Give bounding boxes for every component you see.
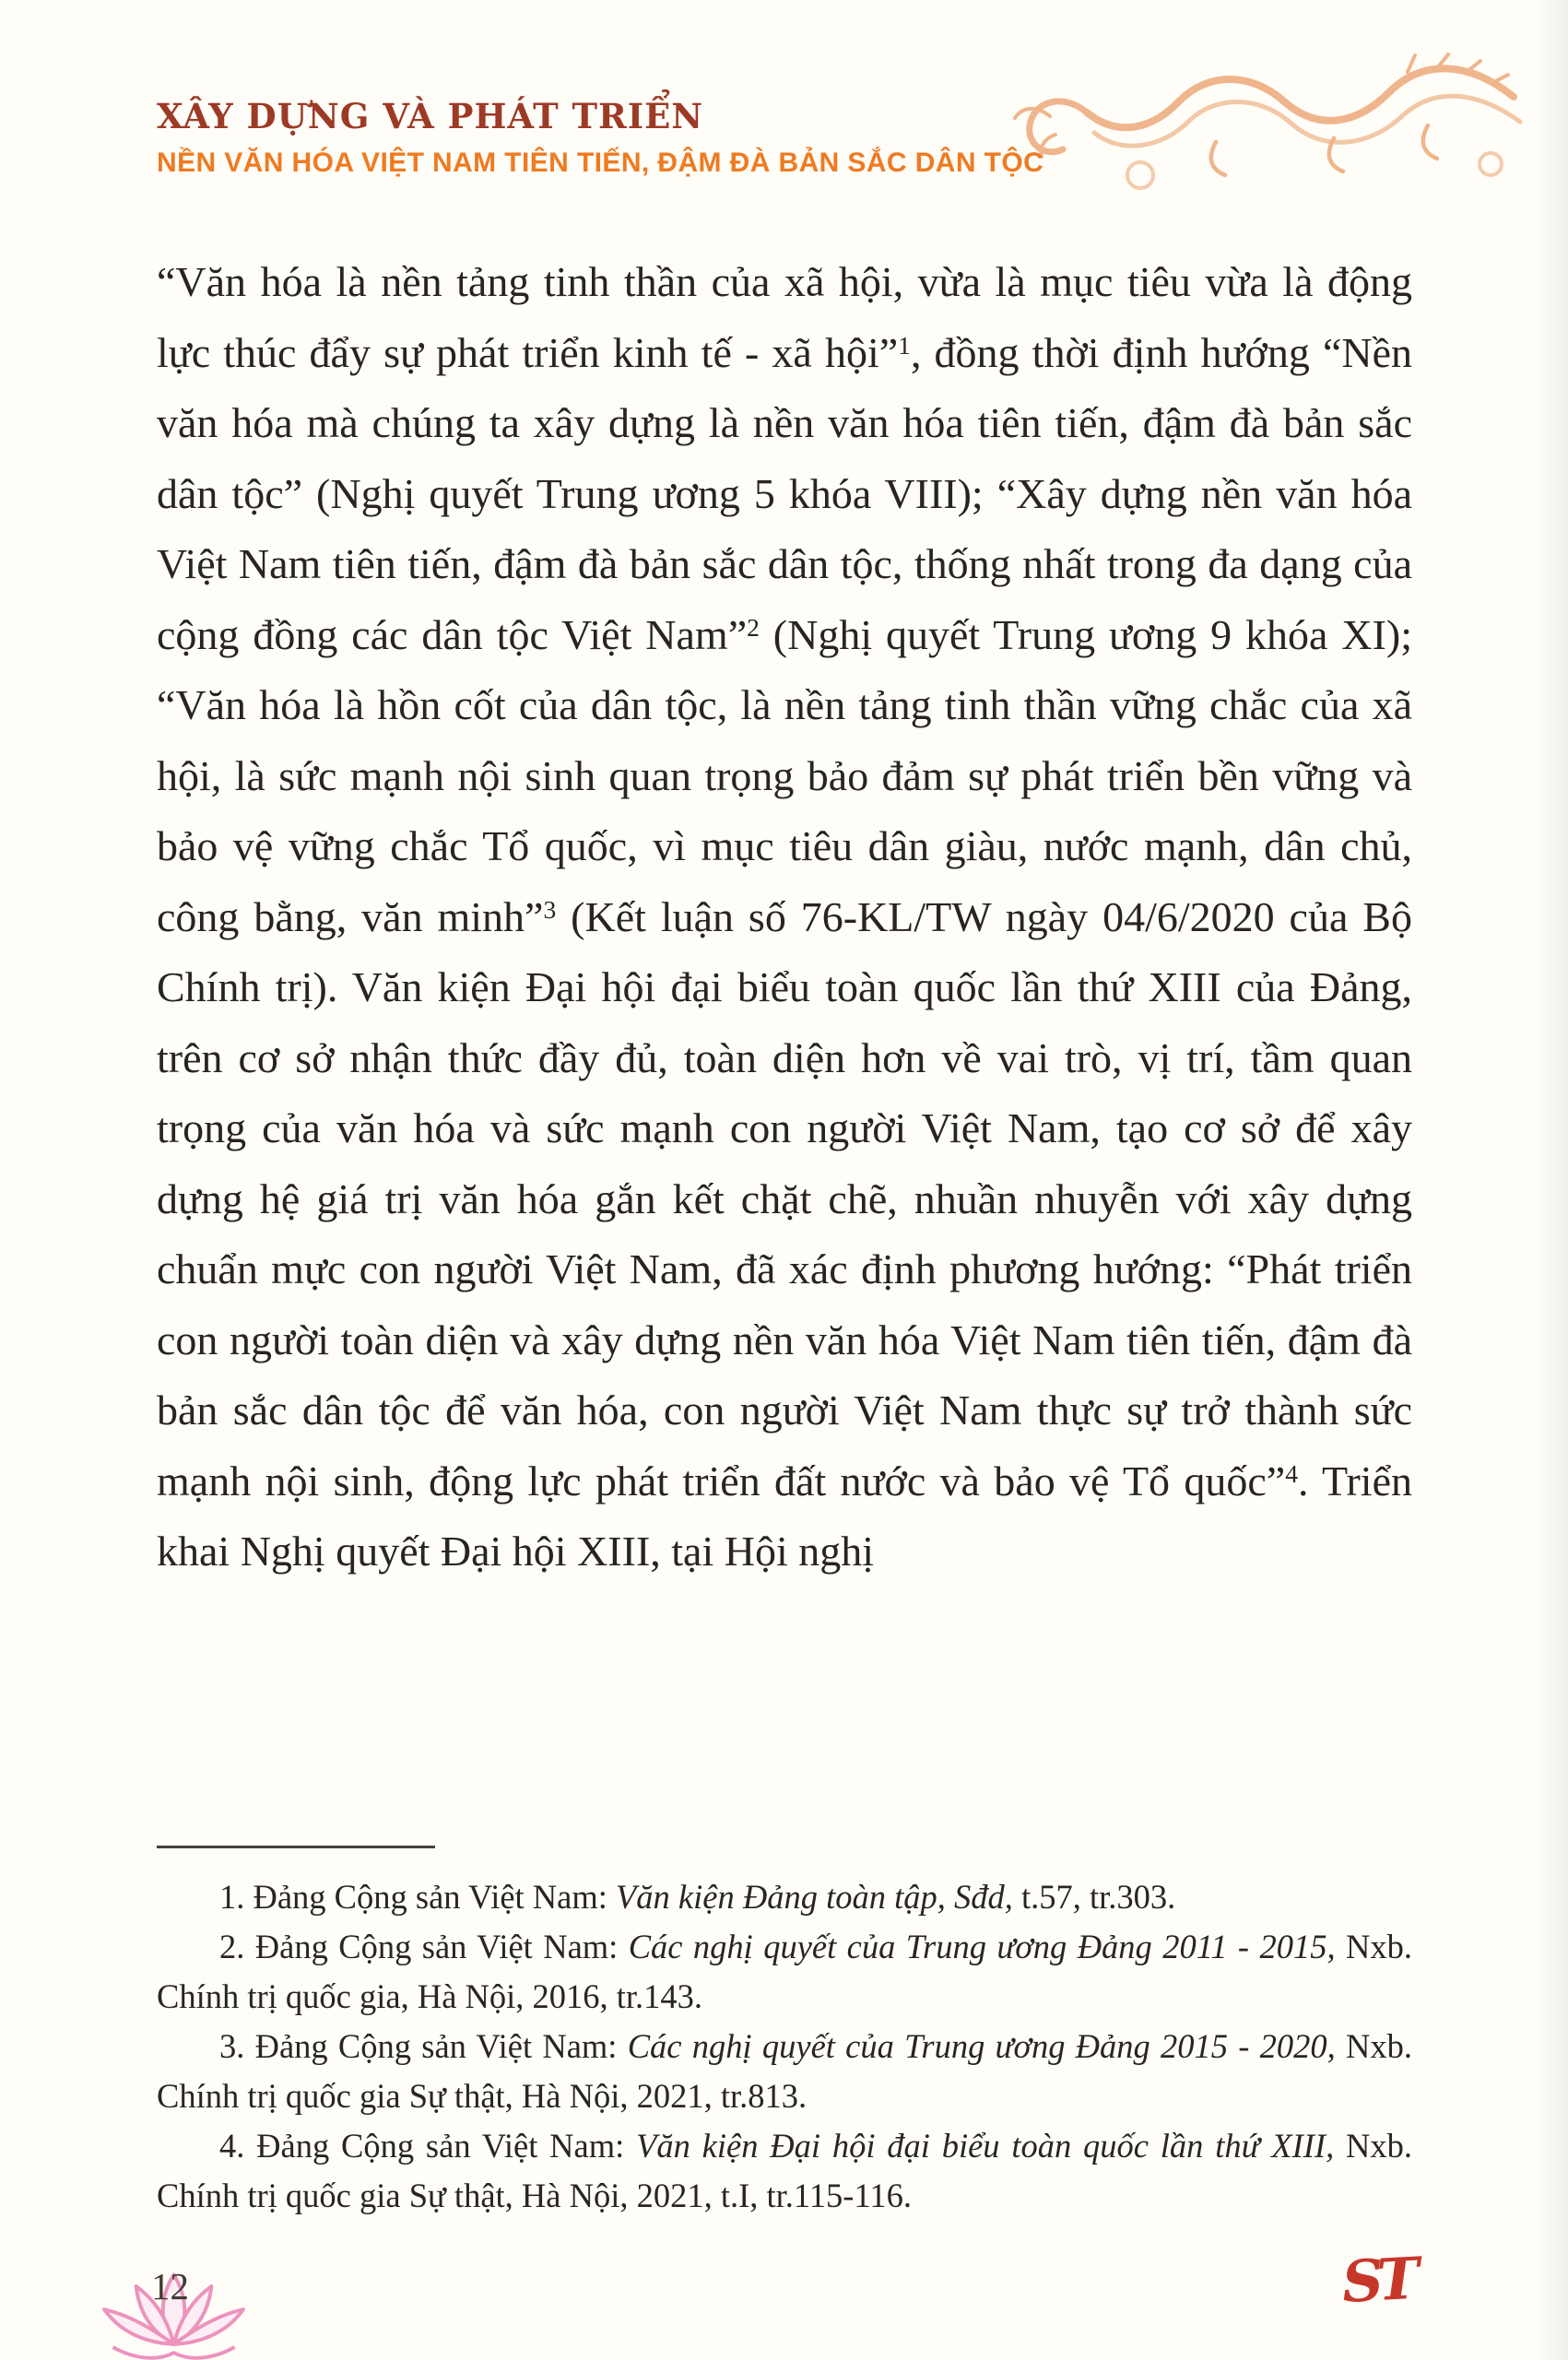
footnote-divider xyxy=(157,1846,435,1848)
page-header xyxy=(157,96,1043,179)
footnote-1: 1. Đảng Cộng sản Việt Nam: Văn kiện Đảng toàn tập, Sđd, t.57, tr.303. xyxy=(219,1878,1176,1916)
footnotes-section xyxy=(157,1846,1412,2221)
publisher-logo-st: ST xyxy=(1340,2245,1415,2316)
footnote-4: 4. Đảng Cộng sản Việt Nam: Văn kiện Đại hội đại biểu toàn quốc lần thứ XIII, Nxb. Chính trị quốc gia Sự thật, Hà Nội, 2021, t.I, tr.115-116. xyxy=(157,2127,1413,2214)
footnote-2: 2. Đảng Cộng sản Việt Nam: Các nghị quyết của Trung ương Đảng 2011 - 2015, Nxb. Chính trị quốc gia, Hà Nội, 2016, tr.143. xyxy=(157,1928,1412,2015)
book-title-line1: XÂY DỰNG VÀ PHÁT TRIỂN xyxy=(157,96,704,136)
dragon-ornament-icon xyxy=(1011,46,1527,226)
footer-left xyxy=(79,2240,291,2360)
body-paragraph: “Văn hóa là nền tảng tinh thần của xã hội, vừa là mục tiêu vừa là động lực thúc đẩy sự phát triển kinh tế - xã hội”$^1$, đồng thời định hướng “Nền văn hóa mà chúng ta xây dựng là nền văn hóa tiên tiến, đậm đà bản sắc dân tộc” (Nghị quyết Trung ương 5 khóa VIII); “Xây dựng nền văn hóa Việt Nam tiên tiến, đậm đà bản sắc dân tộc, thống nhất trong đa dạng của cộng đồng các dân tộc Việt Nam”$^2$ (Nghị quyết Trung ương 9 khóa XI); “Văn hóa là hồn cốt của dân tộc, là nền tảng tinh thần vững chắc của xã hội, là sức mạnh nội sinh quan trọng bảo đảm sự phát triển bền vững và bảo vệ vững chắc Tổ quốc, vì mục tiêu dân giàu, nước mạnh, dân chủ, công bằng, văn minh”$^3$ (Kết luận số 76-KL/TW ngày 04/6/2020 của Bộ Chính trị). Văn kiện Đại hội đại biểu toàn quốc lần thứ XIII của Đảng, trên cơ sở nhận thức đầy đủ, toàn diện hơn về vai trò, vị trí, tầm quan trọng của văn hóa và sức mạnh con người Việt Nam, tạo cơ sở để xây dựng hệ giá trị văn hóa gắn kết chặt chẽ, nhuần nhuyễn với xây dựng chuẩn mực con người Việt Nam, đã xác định phương hướng: “Phát triển con người toàn diện và xây dựng nền văn hóa Việt Nam tiên tiến, đậm đà bản sắc dân tộc để văn hóa, con người Việt Nam thực sự trở thành sức mạnh nội sinh, động lực phát triển đất nước và bảo vệ Tổ quốc”$^4$. Triển khai Nghị quyết Đại hội XIII, tại Hội nghị xyxy=(157,258,1412,1575)
book-title-line2: NỀN VĂN HÓA VIỆT NAM TIÊN TIẾN, ĐẬM ĐÀ BẢN SẮC DÂN TỘC xyxy=(157,148,1044,178)
page-number: 12 xyxy=(151,2265,189,2307)
footnote-3: 3. Đảng Cộng sản Việt Nam: Các nghị quyết của Trung ương Đảng 2015 - 2020, Nxb. Chính trị quốc gia Sự thật, Hà Nội, 2021, tr.813. xyxy=(157,2027,1413,2115)
